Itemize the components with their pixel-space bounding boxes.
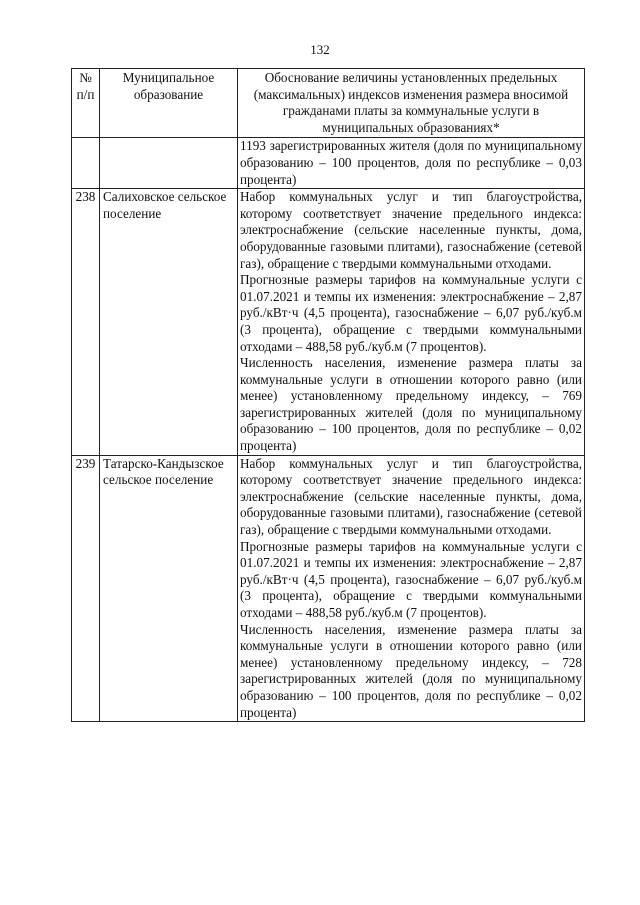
cell-justification <box>238 138 585 189</box>
paragraph-population: Численность населения, изменение размера платы за коммунальные услуги в отношении которого равно (или менее) установленному предельному индексу, – 728 зарегистрированных жителей (доля по муниципальному образованию – 100 процентов, доля по республике – 0,02 процента) <box>240 621 582 720</box>
cell-num: 239 <box>72 455 100 722</box>
continuation-text: 1193 зарегистрированных жителя (доля по муниципальному образованию – 100 процентов, доля по республике – 0,03 процента) <box>240 138 582 187</box>
paragraph-services: Набор коммунальных услуг и тип благоустройства, которому соответствует значение предельного индекса: электроснабжение (сельские населенные пункты, дома, оборудованные газовыми плитами), газоснабжение (сетевой газ), обращение с твердыми коммунальными отходами. <box>240 455 582 538</box>
cell-num <box>72 138 100 189</box>
cell-municipality: Татарско-Кандызское сельское поселение <box>100 455 238 722</box>
header-municipality: Муниципальное образование <box>100 69 238 138</box>
tariff-table <box>71 68 585 722</box>
cell-justification <box>238 189 585 456</box>
paragraph-tariffs: Прогнозные размеры тарифов на коммунальные услуги с 01.07.2021 и темпы их изменения: электроснабжение – 2,87 руб./кВт·ч (4,5 процента), газоснабжение – 6,07 руб./куб.м (3 процента), обращение с твердыми коммунальными отходами – 488,58 руб./куб.м (7 процентов). <box>240 538 582 620</box>
page-number: 132 <box>310 42 330 57</box>
header-justification: Обоснование величины установленных предельных (максимальных) индексов изменения размера вносимой гражданами платы за коммунальные услуги в муниципальных образованиях* <box>238 69 585 138</box>
cell-municipality: Салиховское сельское поселение <box>100 189 238 456</box>
paragraph-population: Численность населения, изменение размера платы за коммунальные услуги в отношении которого равно (или менее) установленному предельному индексу, – 769 зарегистрированных жителей (доля по муниципальному образованию – 100 процентов, доля по республике – 0,02 процента) <box>240 355 582 454</box>
table-row <box>72 455 585 722</box>
header-num: № п/п <box>72 69 100 138</box>
table-row <box>72 189 585 456</box>
paragraph-tariffs: Прогнозные размеры тарифов на коммунальные услуги с 01.07.2021 и темпы их изменения: электроснабжение – 2,87 руб./кВт·ч (4,5 процента), газоснабжение – 6,07 руб./куб.м (3 процента), обращение с твердыми коммунальными отходами – 488,58 руб./куб.м (7 процентов). <box>240 272 582 354</box>
table-header-row <box>72 69 585 138</box>
cell-justification <box>238 455 585 722</box>
paragraph-services: Набор коммунальных услуг и тип благоустройства, которому соответствует значение предельного индекса: электроснабжение (сельские населенные пункты, дома, оборудованные газовыми плитами), газоснабжение (сетевой газ), обращение с твердыми коммунальными отходами. <box>240 189 582 271</box>
cell-num: 238 <box>72 189 100 456</box>
cell-municipality <box>100 138 238 189</box>
table-row-continuation <box>72 138 585 189</box>
